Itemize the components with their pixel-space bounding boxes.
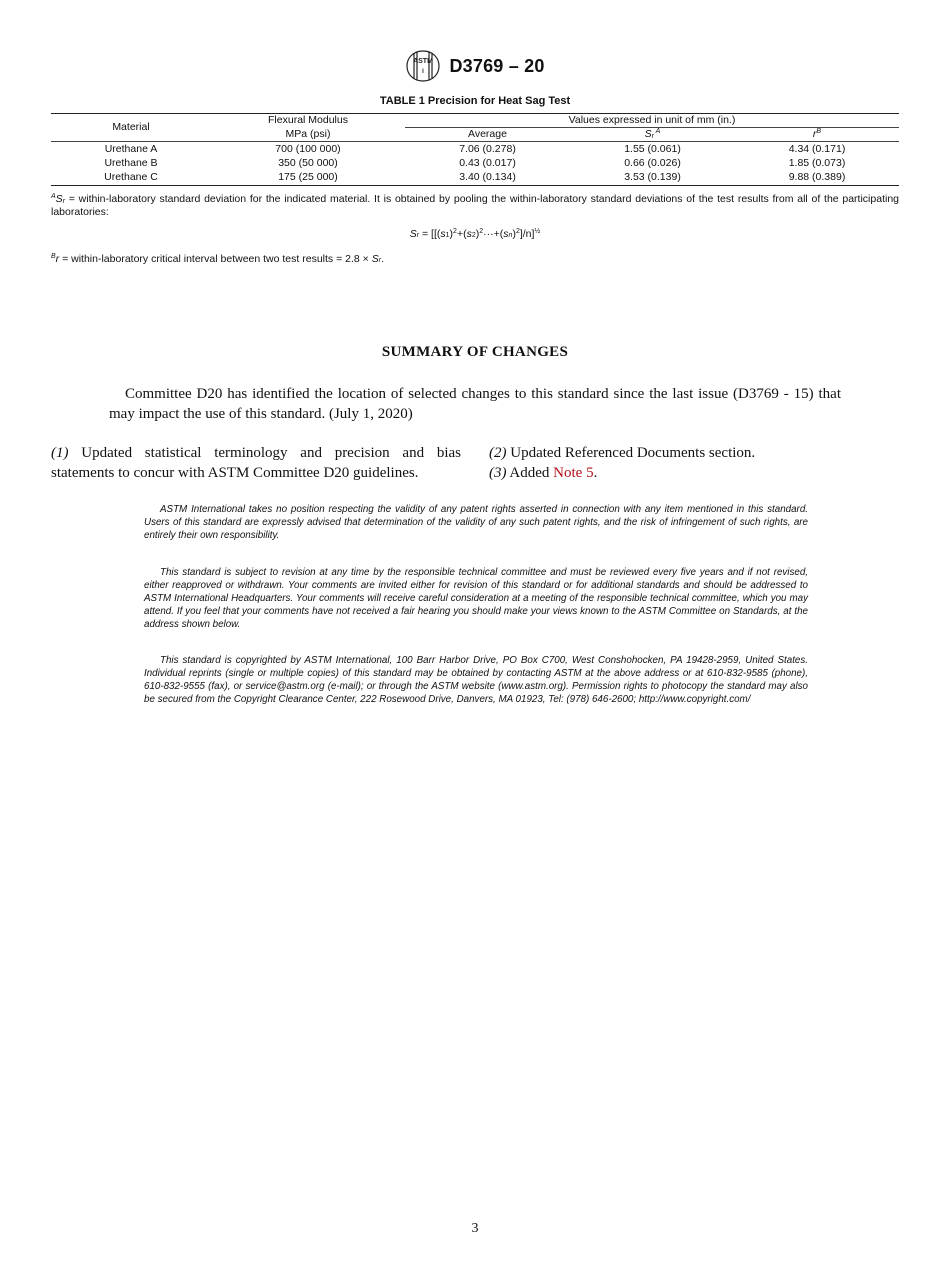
cell-modulus: 700 (100 000) xyxy=(275,143,341,155)
page-header xyxy=(0,50,950,86)
precision-table xyxy=(51,113,899,186)
cell-r: 4.34 (0.171) xyxy=(788,143,846,155)
revision-notice: This standard is subject to revision at any time by the responsible technical committee and must be reviewed every five years and if not revised, either reapproved or withdrawn. Your comments are invited either for revision of this standard or for additional standards and should be addressed to ASTM International Headquarters. Your comments will receive careful consideration at a meeting of the responsible technical committee, which you may attend. If you feel that your comments have not received a fair hearing you should make your views known to the ASTM Committee on Standards, at the address shown below. xyxy=(144,567,808,630)
patent-notice: ASTM International takes no position respecting the validity of any patent rights asserted in connection with any item mentioned in this standard. Users of this standard are expressly advised that determination of the validity of any such patent rights, and the risk of infringement of such rights, are entirely their own responsibility. xyxy=(144,504,808,541)
summary-title: SUMMARY OF CHANGES xyxy=(381,344,569,360)
astm-logo-icon xyxy=(405,50,441,82)
change-item-2: (2) Updated Referenced Documents section. xyxy=(489,445,756,461)
col-header-modulus-line1: Flexural Modulus xyxy=(211,114,405,128)
table-row xyxy=(51,170,899,186)
standard-designation: D3769 – 20 xyxy=(449,55,545,76)
cell-material: Urethane B xyxy=(104,157,158,169)
col-header-r: $r^B$ xyxy=(735,128,899,142)
cell-average: 3.40 (0.134) xyxy=(405,170,570,186)
cell-modulus: 175 (25 000) xyxy=(211,170,405,186)
svg-text:ASTM: ASTM xyxy=(413,58,434,65)
cell-average: 7.06 (0.278) xyxy=(459,143,516,155)
change-item-3: (3) Added Note 5. xyxy=(489,465,598,481)
col-header-modulus-line2: MPa (psi) xyxy=(211,128,405,142)
table-row xyxy=(51,142,899,157)
page-number: 3 xyxy=(471,1221,479,1236)
table-title: TABLE 1 Precision for Heat Sag Test xyxy=(379,95,571,107)
cell-material: Urethane A xyxy=(104,143,158,155)
footnote-a: $^A$Sr = within-laboratory standard deviation for the indicated material. It is obtained by pooling the within-laboratory standard deviations of the test results from all of the participating laboratories: xyxy=(51,193,899,218)
note-5-link[interactable]: Note 5 xyxy=(553,465,594,481)
sr-equation: $Sr = [[(s1)^2+(s2)^2\cdot\cdot\cdot+(sn)^2]/n]^{\frac{1}{2}}$ xyxy=(409,228,541,240)
summary-paragraph: Committee D20 has identified the location of selected changes to this standard since the last issue (D3769 - 15) that may impact the use of this standard. (July 1, 2020) xyxy=(109,386,841,422)
change-items-2-3 xyxy=(489,443,899,483)
cell-sr: 3.53 (0.139) xyxy=(570,170,735,186)
col-header-average: Average xyxy=(405,128,570,142)
col-header-values-group: Values expressed in unit of mm (in.) xyxy=(405,114,899,128)
table-row xyxy=(51,156,899,170)
footnote-b: $^B$r = within-laboratory critical interval between two test results = 2.8 × Sr. xyxy=(51,253,384,265)
cell-r: 9.88 (0.389) xyxy=(735,170,899,186)
copyright-notice: This standard is copyrighted by ASTM International, 100 Barr Harbor Drive, PO Box C700, West Conshohocken, PA 19428-2959, United States. Individual reprints (single or multiple copies) of this standard may be obtained by contacting ASTM at the above address or at 610-832-9585 (phone), 610-832-9555 (fax), or service@astm.org (e-mail); or through the ASTM website (www.astm.org). Permission rights to photocopy the standard may also be secured from the Copyright Clearance Center, 222 Rosewood Drive, Danvers, MA 01923, Tel: (978) 646-2600; http://www.copyright.com/ xyxy=(144,655,808,705)
cell-r: 1.85 (0.073) xyxy=(788,157,846,169)
cell-sr: 0.66 (0.026) xyxy=(624,157,681,169)
col-header-material: Material xyxy=(51,114,211,142)
cell-average: 0.43 (0.017) xyxy=(459,157,516,169)
cell-modulus: 350 (50 000) xyxy=(278,157,338,169)
col-header-sr: Sr $^A$ xyxy=(570,128,735,142)
cell-sr: 1.55 (0.061) xyxy=(624,143,681,155)
svg-text:I: I xyxy=(422,69,425,75)
change-item-1: (1) Updated statistical terminology and precision and bias statements to concur with ASTM Committee D20 guidelines. xyxy=(51,445,461,481)
cell-material: Urethane C xyxy=(51,170,211,186)
